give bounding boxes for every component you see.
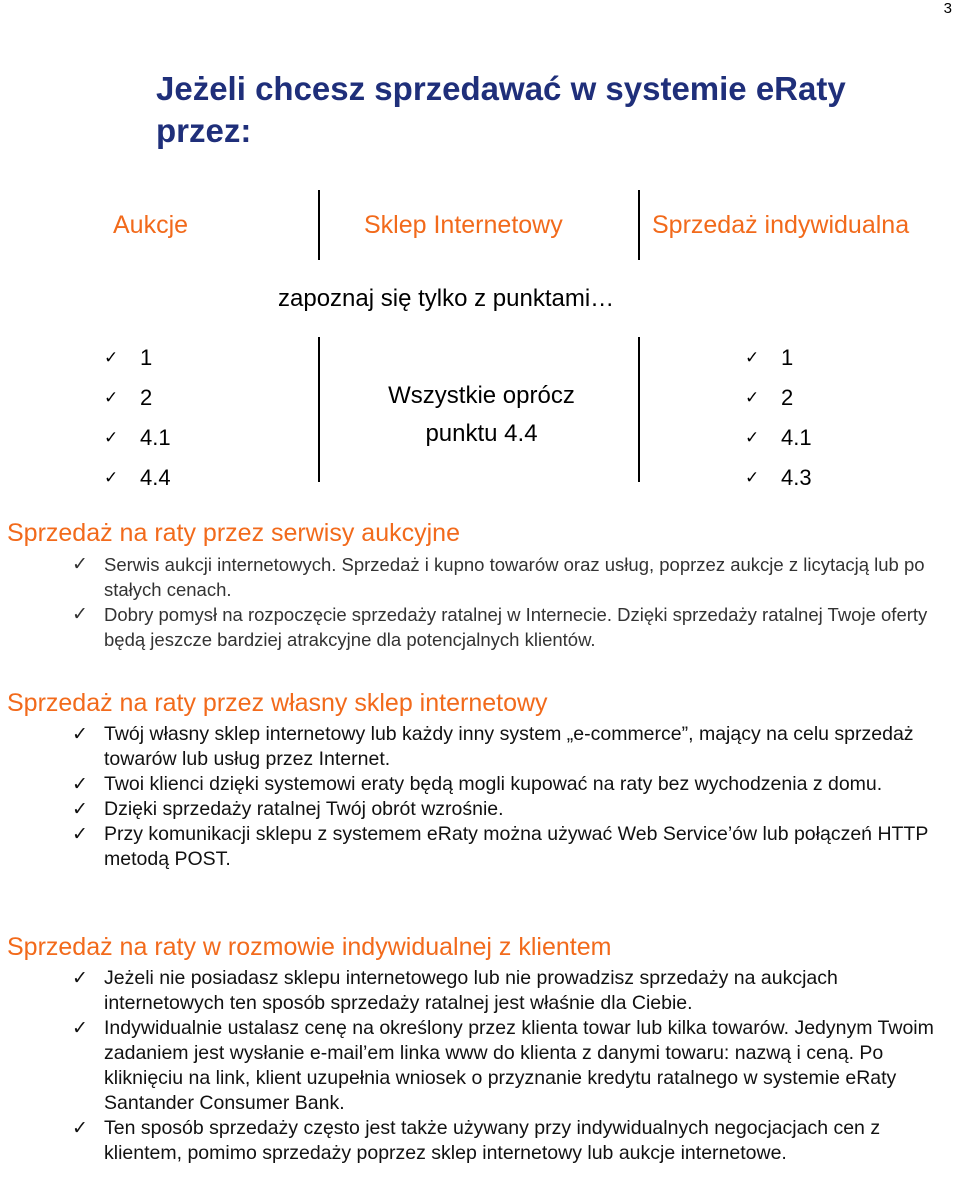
notice-text: zapoznaj się tylko z punktami… (278, 285, 615, 312)
page-number: 3 (943, 0, 952, 17)
column-divider-2 (638, 190, 640, 260)
check-icon: ✓ (72, 968, 88, 989)
section-aukcje-list (0, 552, 960, 652)
list-item: ✓ Przy komunikacji sklepu z systemem eRaty można używać Web Service’ów lub połączeń HTTP metodą POST. (72, 823, 928, 870)
middle-points-text (325, 377, 638, 453)
middle-line-1: Wszystkie oprócz (388, 382, 575, 409)
list-item: ✓ 4.1 (104, 418, 171, 458)
column-aukcje: Aukcje (113, 211, 189, 239)
points-divider-1 (318, 337, 320, 482)
list-item: ✓ 1 (745, 338, 812, 378)
list-item: ✓ 4.1 (745, 418, 812, 458)
list-item: ✓ Twoi klienci dzięki systemowi eraty będą mogli kupować na raty bez wychodzenia z domu. (72, 773, 883, 795)
column-divider-1 (318, 190, 320, 260)
section-heading-sklep: Sprzedaż na raty przez własny sklep internetowy (7, 689, 548, 717)
check-icon: ✓ (72, 1018, 88, 1039)
check-icon: ✓ (104, 388, 119, 407)
list-item: ✓ 2 (745, 378, 812, 418)
column-sprzedaz-indywidualna: Sprzedaż indywidualna (652, 211, 910, 239)
check-icon: ✓ (72, 604, 88, 625)
check-icon: ✓ (104, 348, 119, 367)
check-icon: ✓ (72, 824, 88, 845)
list-item: ✓ Twój własny sklep internetowy lub każdy inny system „e-commerce”, mający na celu sprzedaż towarów lub usług przez Internet. (72, 723, 914, 770)
check-icon: ✓ (104, 428, 119, 447)
check-icon: ✓ (72, 554, 88, 575)
column-sklep-internetowy: Sklep Internetowy (364, 211, 563, 239)
middle-line-2: punktu 4.4 (425, 420, 538, 447)
check-icon: ✓ (72, 724, 88, 745)
check-icon: ✓ (745, 428, 760, 447)
check-icon: ✓ (745, 348, 760, 367)
check-icon: ✓ (745, 468, 760, 487)
section-indywidualna-list (0, 966, 960, 1166)
left-points-list (104, 338, 171, 498)
right-points-list (745, 338, 812, 498)
list-item: ✓ 2 (104, 378, 171, 418)
list-item: ✓ Ten sposób sprzedaży często jest także używany przy indywidualnych negocjacjach cen z klientem, pomimo sprzedaży poprzez sklep internetowy lub aukcje internetowe. (72, 1117, 881, 1164)
list-item: ✓ 4.4 (104, 458, 171, 498)
list-item: ✓ Jeżeli nie posiadasz sklepu internetowego lub nie prowadzisz sprzedaży na aukcjach internetowych ten sposób sprzedaży ratalnej jest właśnie dla Ciebie. (72, 967, 838, 1014)
check-icon: ✓ (72, 774, 88, 795)
page-title: Jeżeli chcesz sprzedawać w systemie eRaty przez: (156, 70, 846, 149)
points-divider-2 (638, 337, 640, 482)
list-item: ✓ Serwis aukcji internetowych. Sprzedaż i kupno towarów oraz usług, poprzez aukcje z licytacją lub po stałych cenach. (72, 554, 925, 600)
list-item: ✓ Dzięki sprzedaży ratalnej Twój obrót wzrośnie. (72, 798, 504, 820)
section-sklep-list (0, 722, 960, 872)
check-icon: ✓ (72, 1118, 88, 1139)
section-heading-indywidualna: Sprzedaż na raty w rozmowie indywidualnej z klientem (7, 933, 612, 961)
section-heading-aukcje: Sprzedaż na raty przez serwisy aukcyjne (7, 519, 460, 547)
check-icon: ✓ (745, 388, 760, 407)
list-item: ✓ Dobry pomysł na rozpoczęcie sprzedaży ratalnej w Internecie. Dzięki sprzedaży ratalnej Twoje oferty będą jeszcze bardziej atrakcyjne dla potencjalnych klientów. (72, 604, 928, 650)
check-icon: ✓ (104, 468, 119, 487)
list-item: ✓ 4.3 (745, 458, 812, 498)
check-icon: ✓ (72, 799, 88, 820)
list-item: ✓ Indywidualnie ustalasz cenę na określony przez klienta towar lub kilka towarów. Jedynym Twoim zadaniem jest wysłanie e-mail’em linka www do klienta z danymi towaru: nazwą i ceną. Po kliknięciu na link, klient uzupełnia wniosek o przyznanie kredytu ratalnego w systemie eRaty Santander Consumer Bank. (72, 1017, 934, 1114)
list-item: ✓ 1 (104, 338, 171, 378)
